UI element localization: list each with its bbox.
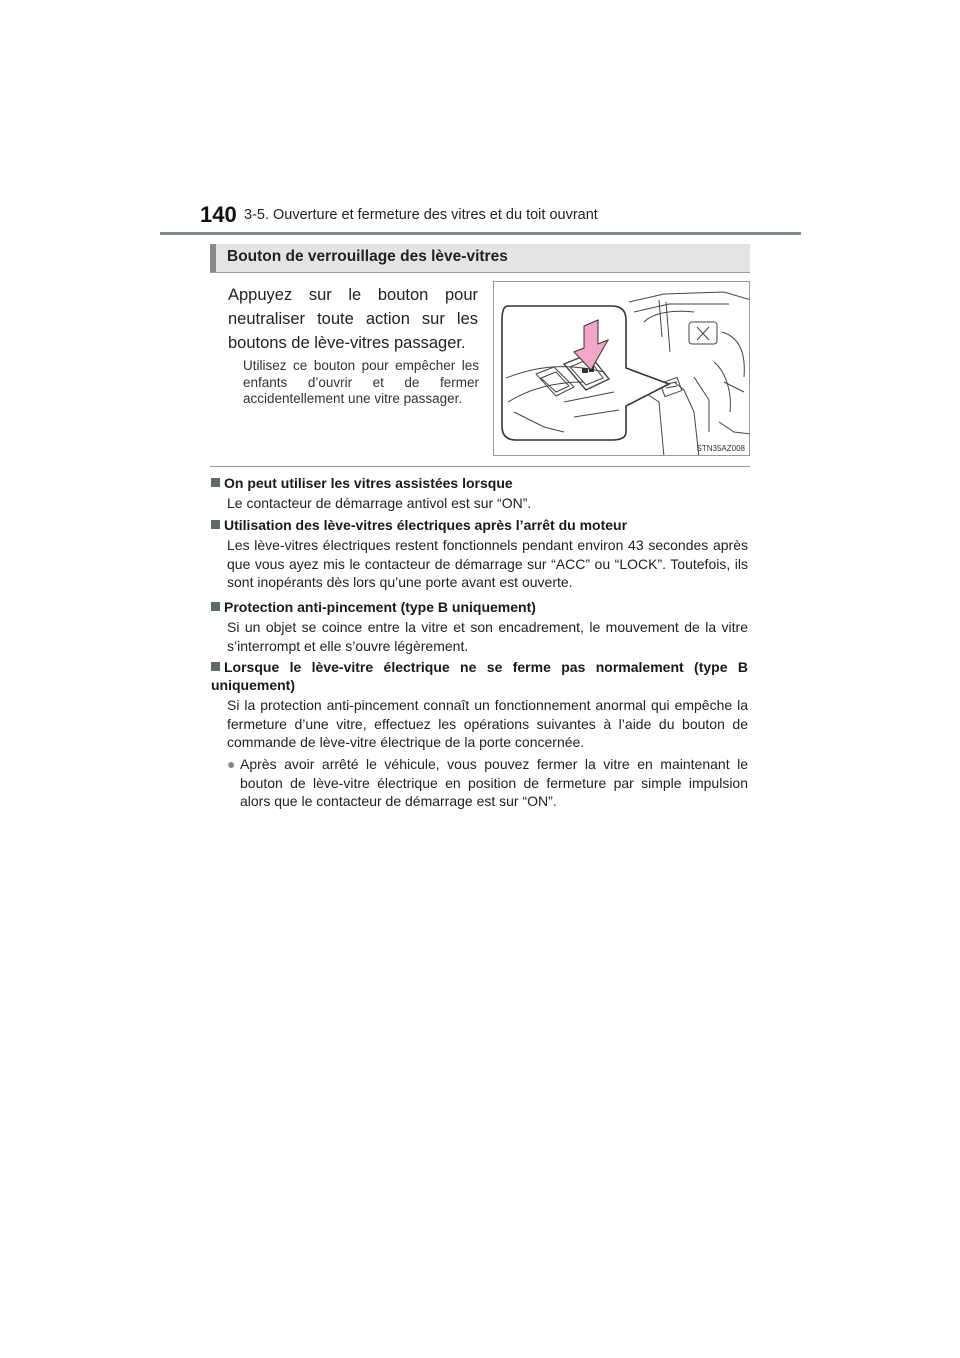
header-rule bbox=[160, 232, 801, 235]
circle-bullet-icon: ● bbox=[227, 756, 236, 772]
square-bullet-icon bbox=[211, 662, 220, 671]
item-body: Si un objet se coince entre la vitre et son encadrement, le mouvement de la vitre s’interrompt et elle s’ouvre légèrement. bbox=[227, 619, 748, 654]
chapter-title: 3-5. Ouverture et fermeture des vitres et du toit ouvrant bbox=[244, 207, 598, 223]
window-lock-figure bbox=[493, 281, 750, 456]
section-note: Utilisez ce bouton pour empêcher les enfants d’ouvrir et de fermer accidentellement une vitre passager. bbox=[243, 358, 479, 406]
section-heading-bar bbox=[210, 244, 750, 272]
square-bullet-icon bbox=[211, 478, 220, 487]
page-number: 140 bbox=[200, 202, 237, 227]
square-bullet-icon bbox=[211, 520, 220, 529]
item-title: Protection anti-pincement (type B uniquement) bbox=[211, 598, 751, 616]
item-title: On peut utiliser les vitres assistées lorsque bbox=[211, 474, 751, 492]
item-title: Lorsque le lève-vitre électrique ne se ferme pas normalement (type B uniquement) bbox=[211, 659, 748, 693]
item-body: Le contacteur de démarrage antivol est sur “ON”. bbox=[227, 495, 532, 511]
section-bottom-rule bbox=[210, 466, 750, 467]
section-intro: Appuyez sur le bouton pour neutraliser toute action sur les boutons de lève-vitres passager. bbox=[228, 286, 478, 352]
item-body: Si la protection anti-pincement connaît un fonctionnement anormal qui empêche la fermeture d’une vitre, effectuez les opérations suivantes à l’aide du bouton de commande de lève-vitre électrique de la porte concernée. bbox=[227, 697, 748, 750]
window-lock-illustration bbox=[494, 282, 750, 456]
item-body: Les lève-vitres électriques restent fonctionnels pendant environ 43 secondes après que vous ayez mis le contacteur de démarrage sur “ACC” ou “LOCK”. Toutefois, ils sont inopérants dès lors qu’une porte avant est ouverte. bbox=[227, 537, 748, 590]
item-title: Utilisation des lève-vitres électriques après l’arrêt du moteur bbox=[211, 516, 751, 534]
section-title: Bouton de verrouillage des lève-vitres bbox=[227, 248, 508, 265]
list-item: ● Après avoir arrêté le véhicule, vous pouvez fermer la vitre en maintenant le bouton de lève-vitre électrique en position de fermeture par simple impulsion alors que le contacteur de démarrage est sur “ON”. bbox=[227, 756, 748, 809]
square-bullet-icon bbox=[211, 602, 220, 611]
section-underline bbox=[210, 272, 750, 273]
figure-code: STN35AZ008 bbox=[696, 444, 745, 453]
